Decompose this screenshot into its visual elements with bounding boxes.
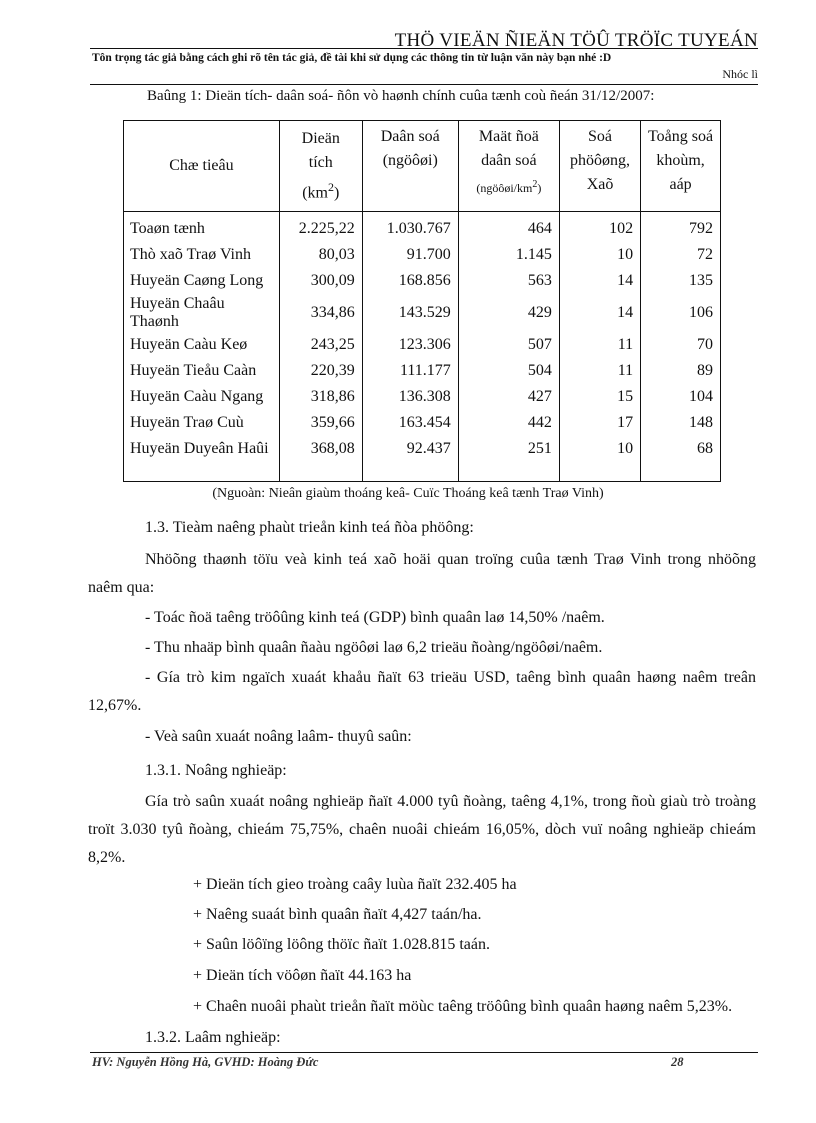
cell-area: 318,86 [279, 384, 362, 410]
table-row [124, 242, 721, 268]
table-row [124, 211, 721, 242]
cell-wards: 14 [559, 294, 640, 332]
cell-hamlets: 792 [641, 211, 721, 242]
cell-name: Huyeän Caàu Ngang [124, 384, 280, 410]
cell-density: 429 [458, 294, 559, 332]
cell-wards: 15 [559, 384, 640, 410]
col-header-area: Dieän tích $(km^2)$ [279, 121, 362, 212]
bullet-gdp-growth: - Toác ñoä taêng tröôûng kinh teá (GDP) bình quaân laø 14,50% /naêm. [145, 609, 605, 626]
table-row [124, 410, 721, 436]
cell-wards: 10 [559, 436, 640, 462]
table-source-note: (Nguoàn: Nieân giaùm thoáng keâ- Cuïc Thoáng keâ tænh Traø Vinh) [212, 486, 604, 501]
cell-density: 507 [458, 332, 559, 358]
section-heading-1-3-2: 1.3.2. Laâm nghieäp: [145, 1029, 281, 1046]
cell-density: 1.145 [458, 242, 559, 268]
table-row [124, 358, 721, 384]
cell-hamlets: 72 [641, 242, 721, 268]
section-heading-1-3-1: 1.3.1. Noâng nghieäp: [145, 762, 287, 779]
cell-hamlets: 148 [641, 410, 721, 436]
cell-area: 80,03 [279, 242, 362, 268]
cell-area: 243,25 [279, 332, 362, 358]
page-number: 28 [671, 1055, 684, 1069]
bullet-agri-production: - Veà saûn xuaát noâng laâm- thuyû saûn: [145, 728, 412, 745]
library-header-title: THÖ VIEÄN ÑIEÄN TÖÛ TRÖÏC TUYEÁN [394, 30, 758, 51]
item-yield: + Naêng suaát bình quaân ñaït 4,427 taán/ha. [193, 906, 482, 923]
cell-population: 1.030.767 [362, 211, 458, 242]
section-heading-1-3: 1.3. Tieàm naêng phaùt trieån kinh teá ñòa phöông: [145, 519, 474, 536]
item-garden-area: + Dieän tích vöôøn ñaït 44.163 ha [193, 967, 412, 984]
col-header-hamlets: Toång soá khoùm, aáp [641, 121, 721, 212]
cell-area: 220,39 [279, 358, 362, 384]
col-header-wards: Soá phöôøng, Xaõ [559, 121, 640, 212]
item-livestock: + Chaên nuoâi phaùt trieån ñaït möùc taêng tröôûng bình quaân haøng naêm 5,23%. [193, 998, 733, 1015]
cell-density: 427 [458, 384, 559, 410]
cell-area: 359,66 [279, 410, 362, 436]
header-notice: Tôn trọng tác giả bằng cách ghi rõ tên tác giả, đề tài khi sử dụng các thông tin từ luận văn này bạn nhé :D [92, 52, 612, 64]
table-bottom-spacer [124, 462, 721, 481]
cell-hamlets: 70 [641, 332, 721, 358]
col-header-density: Maät ñoä daân soá $(ngöôøi/km^2)$ [458, 121, 559, 212]
cell-area: 368,08 [279, 436, 362, 462]
cell-area: 2.225,22 [279, 211, 362, 242]
cell-name: Huyeän Chaâu Thaønh [124, 294, 280, 332]
cell-name: Huyeän Caàu Keø [124, 332, 280, 358]
paragraph-achievements: Nhöõng thaønh töïu veà kinh teá xaõ hoäi quan troïng cuûa tænh Traø Vinh trong nhöõng naêm qua: [88, 551, 756, 596]
cell-wards: 102 [559, 211, 640, 242]
table-row [124, 332, 721, 358]
footer-author: HV: Nguyễn Hồng Hà, GVHD: Hoàng Đức [92, 1055, 319, 1069]
cell-population: 136.308 [362, 384, 458, 410]
paragraph-agriculture: Gía trò saûn xuaát noâng nghieäp ñaït 4.000 tyû ñoàng, taêng 4,1%, trong ñoù giaù trò troàng troït 3.030 tyû ñoàng, chieám 75,75%, chaên nuoâi chieám 16,05%, dòch vuï noâng nghieäp chieám 8,2%. [88, 793, 756, 866]
col-header-population: Daân soá (ngöôøi) [362, 121, 458, 212]
cell-area: 300,09 [279, 268, 362, 294]
cell-name: Huyeän Caøng Long [124, 268, 280, 294]
cell-density: 464 [458, 211, 559, 242]
cell-hamlets: 104 [641, 384, 721, 410]
cell-name: Huyeän Duyeân Haûi [124, 436, 280, 462]
cell-hamlets: 135 [641, 268, 721, 294]
cell-name: Thò xaõ Traø Vinh [124, 242, 280, 268]
cell-hamlets: 68 [641, 436, 721, 462]
bullet-export: - Gía trò kim ngaïch xuaát khaåu ñaït 63 trieäu USD, taêng bình quaân haøng naêm treân 12,67%. [88, 669, 756, 714]
cell-population: 92.437 [362, 436, 458, 462]
cell-population: 111.177 [362, 358, 458, 384]
table-caption: Baûng 1: Dieän tích- daân soá- ñôn vò haønh chính cuûa tænh coù ñeán 31/12/2007: [147, 88, 655, 104]
table-row [124, 268, 721, 294]
cell-density: 251 [458, 436, 559, 462]
cell-density: 563 [458, 268, 559, 294]
cell-wards: 11 [559, 332, 640, 358]
cell-wards: 14 [559, 268, 640, 294]
cell-density: 504 [458, 358, 559, 384]
cell-wards: 11 [559, 358, 640, 384]
cell-density: 442 [458, 410, 559, 436]
header-rule-bottom [90, 84, 758, 85]
header-right-note: Nhóc lì [722, 67, 758, 81]
table-header-row [124, 121, 721, 212]
table-row [124, 436, 721, 462]
cell-wards: 10 [559, 242, 640, 268]
item-output: + Saûn löôïng löông thöïc ñaït 1.028.815 taán. [193, 936, 490, 953]
footer-rule [90, 1052, 758, 1053]
cell-hamlets: 106 [641, 294, 721, 332]
cell-population: 163.454 [362, 410, 458, 436]
cell-population: 168.856 [362, 268, 458, 294]
cell-population: 123.306 [362, 332, 458, 358]
table-row [124, 384, 721, 410]
cell-population: 143.529 [362, 294, 458, 332]
cell-name: Toaøn tænh [124, 211, 280, 242]
cell-name: Huyeän Tieåu Caàn [124, 358, 280, 384]
cell-name: Huyeän Traø Cuù [124, 410, 280, 436]
statistics-table [123, 120, 721, 482]
header-rule-top [90, 48, 758, 49]
bullet-income: - Thu nhaäp bình quaân ñaàu ngöôøi laø 6,2 trieäu ñoàng/ngöôøi/naêm. [145, 639, 603, 656]
cell-population: 91.700 [362, 242, 458, 268]
cell-hamlets: 89 [641, 358, 721, 384]
col-header-indicator: Chæ tieâu [124, 121, 280, 212]
cell-wards: 17 [559, 410, 640, 436]
item-rice-area: + Dieän tích gieo troàng caây luùa ñaït 232.405 ha [193, 876, 517, 893]
table-row [124, 294, 721, 332]
cell-area: 334,86 [279, 294, 362, 332]
